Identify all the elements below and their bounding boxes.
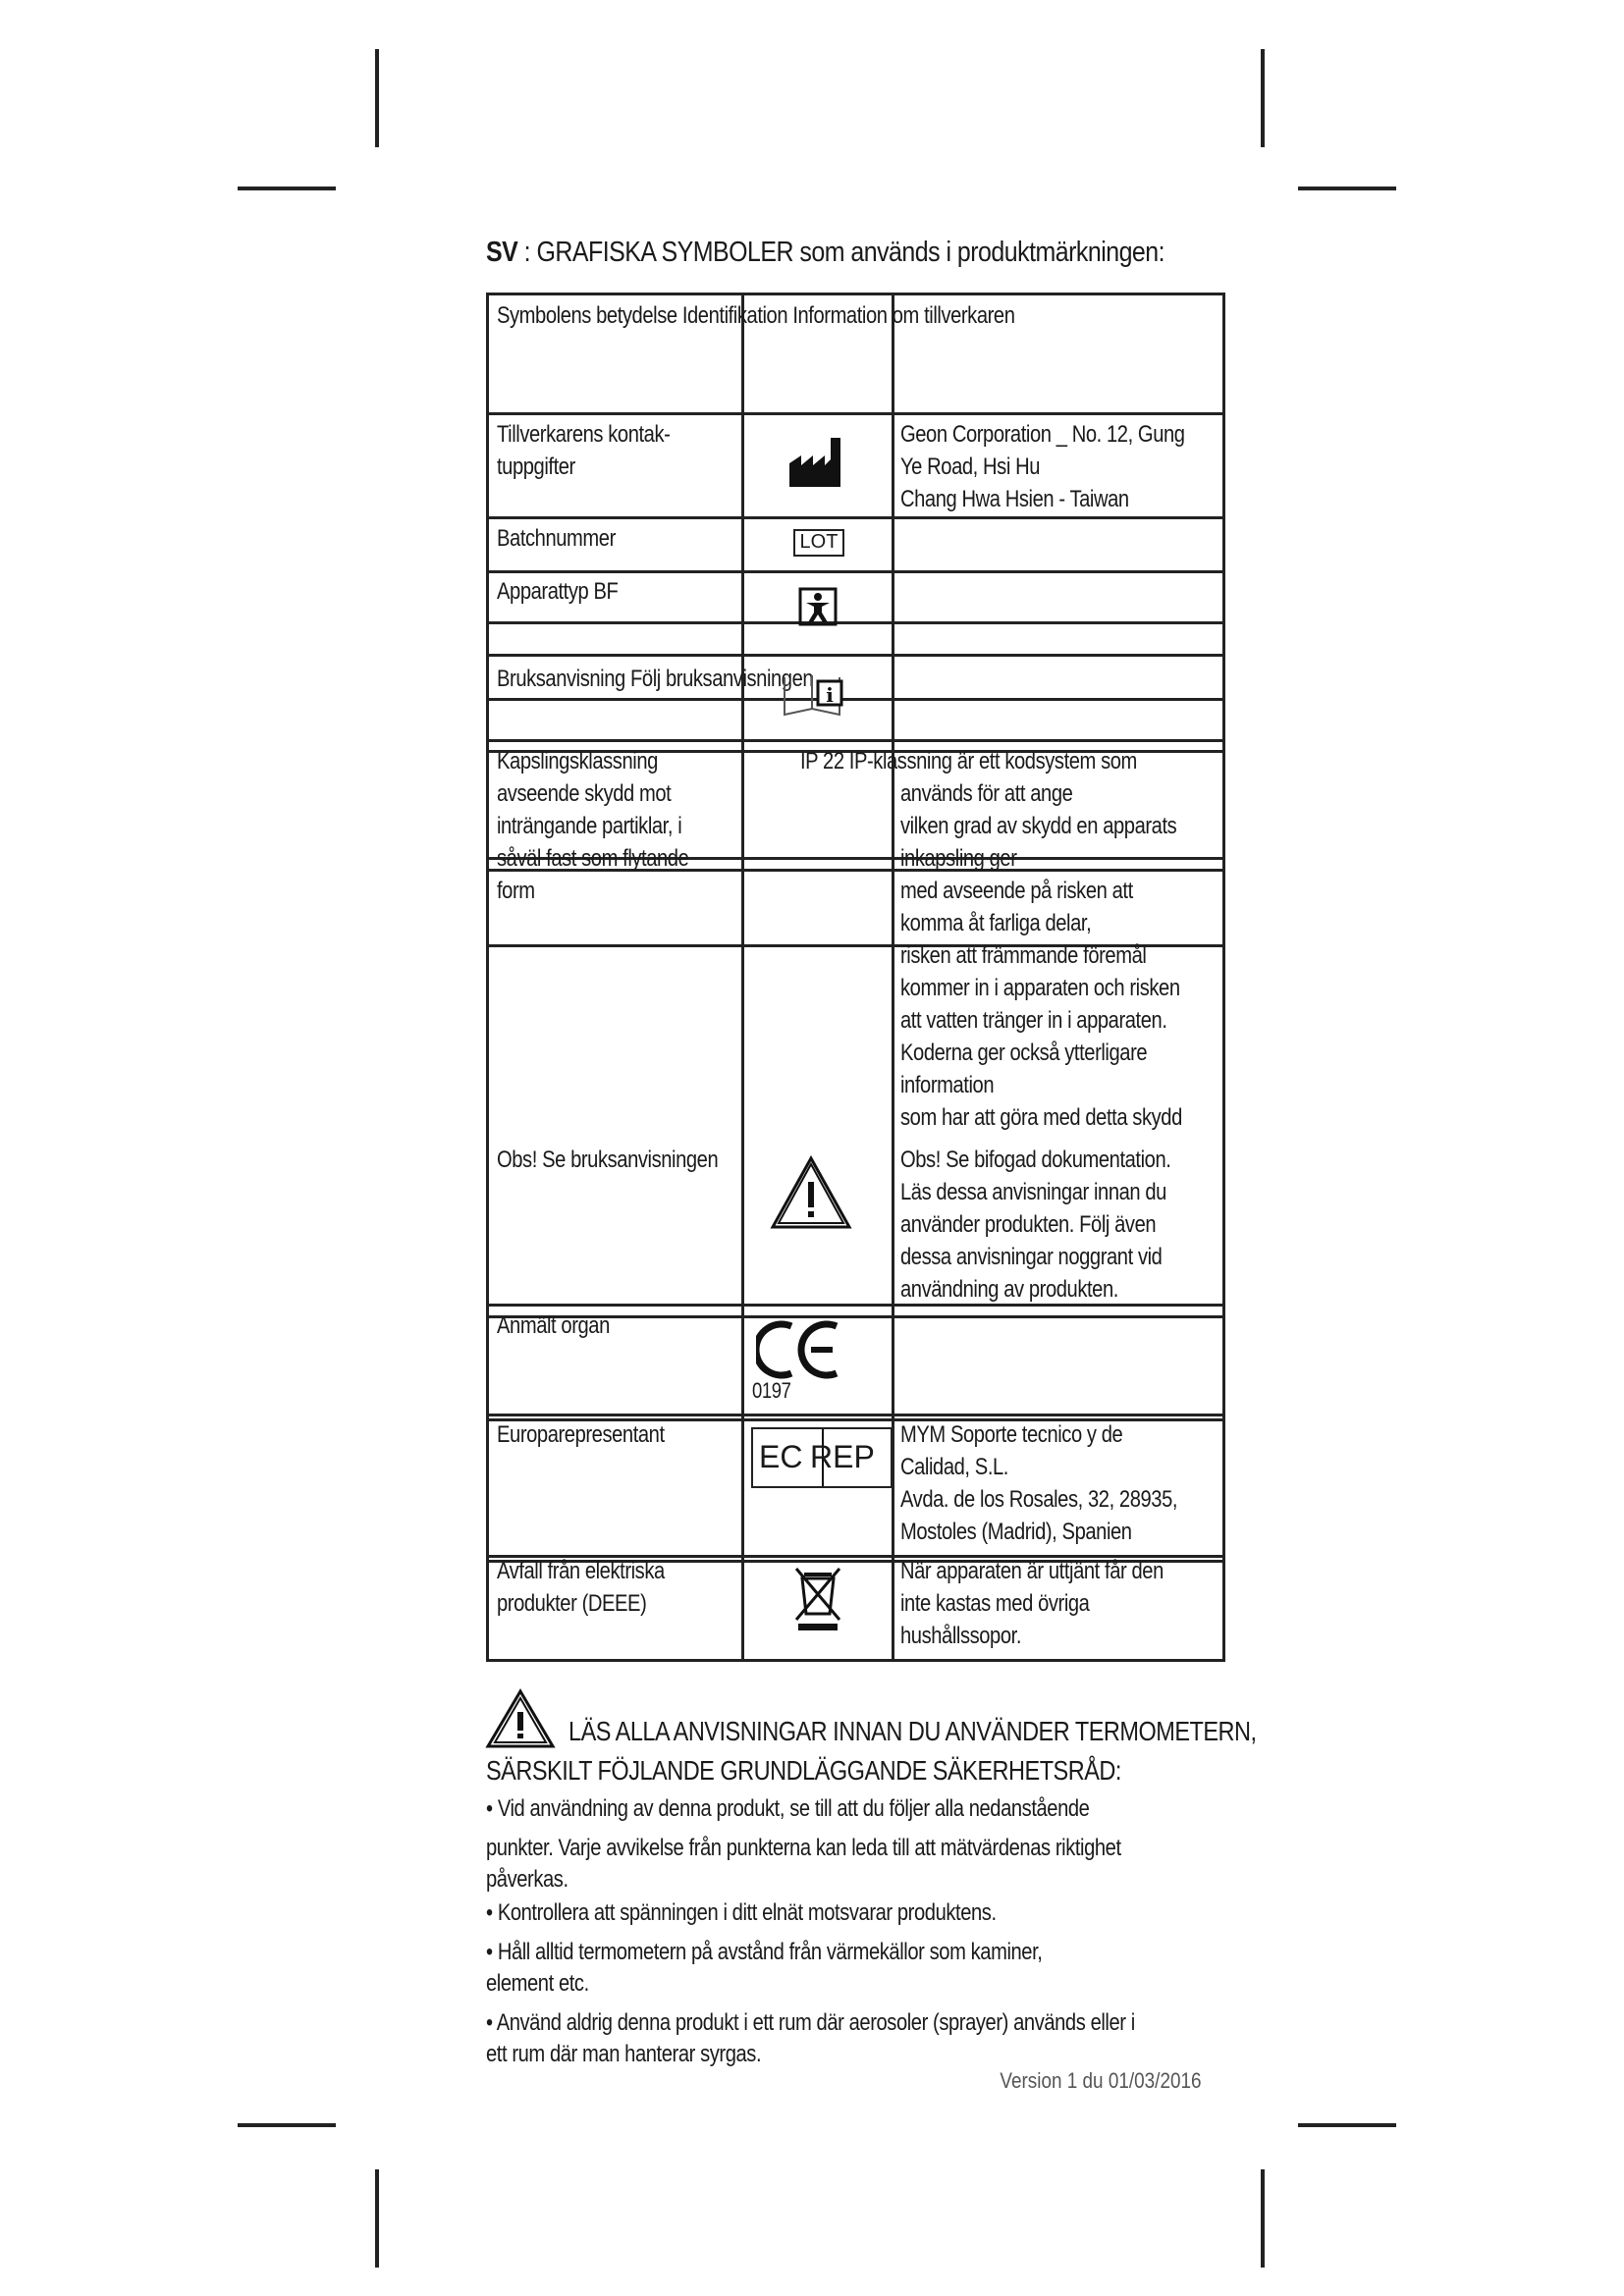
crop-mark xyxy=(375,2169,379,2268)
lot-icon: LOT xyxy=(793,529,844,557)
safety-line: • Använd aldrig denna produkt i ett rum där aerosoler (sprayer) används eller i xyxy=(486,2009,1135,2036)
warning-icon xyxy=(769,1154,853,1231)
row-meaning: Apparattyp BF xyxy=(497,578,619,605)
crop-mark xyxy=(1298,2123,1396,2127)
table-header: Symbolens betydelse Identifikation Information om tillverkaren xyxy=(497,302,1015,329)
ec-rep-icon xyxy=(751,1427,893,1488)
crop-mark xyxy=(1261,49,1265,147)
row-info: När apparaten är uttjänt får den inte kastas med övriga hushållssopor. xyxy=(900,1558,1164,1649)
ip-code: IP 22 IP-klassning är ett kodsystem som xyxy=(800,748,1137,774)
instructions-icon xyxy=(781,667,845,719)
page-title-text: : GRAFISKA SYMBOLER som används i produktmärkningen: xyxy=(517,237,1165,268)
row-meaning: Tillverkarens kontak- tuppgifter xyxy=(497,421,671,480)
safety-title-line2: SÄRSKILT FÖJLANDE GRUNDLÄGGANDE SÄKERHETSRÅD: xyxy=(486,1755,1121,1786)
weee-bin-icon xyxy=(792,1565,843,1633)
crop-mark xyxy=(1261,2169,1265,2268)
symbols-table xyxy=(486,293,1225,1662)
safety-line: • Vid användning av denna produkt, se till att du följer alla nedanstående xyxy=(486,1795,1090,1822)
crop-mark xyxy=(1298,187,1396,190)
row-info: används för att ange vilken grad av skydd en apparats inkapsling ger med avseende på risken att komma åt farliga delar, risken att främmande föremål kommer in i apparaten och risken att vatten tränger in i apparaten. Koderna ger också ytterligare information som har att göra med detta skydd xyxy=(900,780,1182,1131)
row-info: Obs! Se bifogad dokumentation. Läs dessa anvisningar innan du använder produkten. Följ även dessa anvisningar noggrant vid användning av produkten. xyxy=(900,1147,1171,1303)
row-info: Geon Corporation _ No. 12, Gung Ye Road, Hsi Hu Chang Hwa Hsien - Taiwan xyxy=(900,421,1185,512)
ce-mark-icon xyxy=(756,1318,844,1381)
row-info: MYM Soporte tecnico y de Calidad, S.L. Avda. de los Rosales, 32, 28935, Mostoles (Madrid), Spanien xyxy=(900,1421,1178,1545)
safety-line: • Kontrollera att spänningen i ditt elnät motsvarar produktens. xyxy=(486,1899,997,1926)
manufacturer-icon xyxy=(787,434,844,489)
language-code: SV xyxy=(486,237,518,268)
row-meaning: Avfall från elektriska produkter (DEEE) xyxy=(497,1558,665,1617)
type-bf-icon xyxy=(798,587,838,626)
version-label: Version 1 du 01/03/2016 xyxy=(1000,2068,1202,2093)
ec-rep-text-rep: REP xyxy=(810,1439,875,1474)
row-meaning: Anmält organ xyxy=(497,1312,610,1339)
page-title xyxy=(486,237,1164,269)
row-meaning: Bruksanvisning Följ bruksanvisningen xyxy=(497,666,814,692)
safety-line: punkter. Varje avvikelse från punkterna kan leda till att mätvärdenas riktighet xyxy=(486,1835,1121,1861)
crop-mark xyxy=(238,2123,336,2127)
crop-mark xyxy=(375,49,379,147)
safety-line: • Håll alltid termometern på avstånd från värmekällor som kaminer, xyxy=(486,1939,1043,1965)
notified-body-number: 0197 xyxy=(752,1378,791,1403)
safety-title-line1: LÄS ALLA ANVISNINGAR INNAN DU ANVÄNDER TERMOMETERN, xyxy=(568,1716,1257,1746)
crop-mark xyxy=(238,187,336,190)
safety-line: ett rum där man hanterar syrgas. xyxy=(486,2041,762,2067)
svg-text:i: i xyxy=(826,683,834,707)
safety-line: påverkas. xyxy=(486,1866,568,1893)
row-meaning: Obs! Se bruksanvisningen xyxy=(497,1147,719,1173)
row-meaning: Batchnummer xyxy=(497,525,616,552)
warning-icon xyxy=(485,1688,556,1749)
row-meaning: Europarepresentant xyxy=(497,1421,665,1448)
ec-rep-text-ec: EC xyxy=(759,1439,803,1474)
safety-line: element etc. xyxy=(486,1970,589,1997)
row-meaning: Kapslingsklassning avseende skydd mot inträngande partiklar, i såväl fast som flytande form xyxy=(497,748,689,904)
